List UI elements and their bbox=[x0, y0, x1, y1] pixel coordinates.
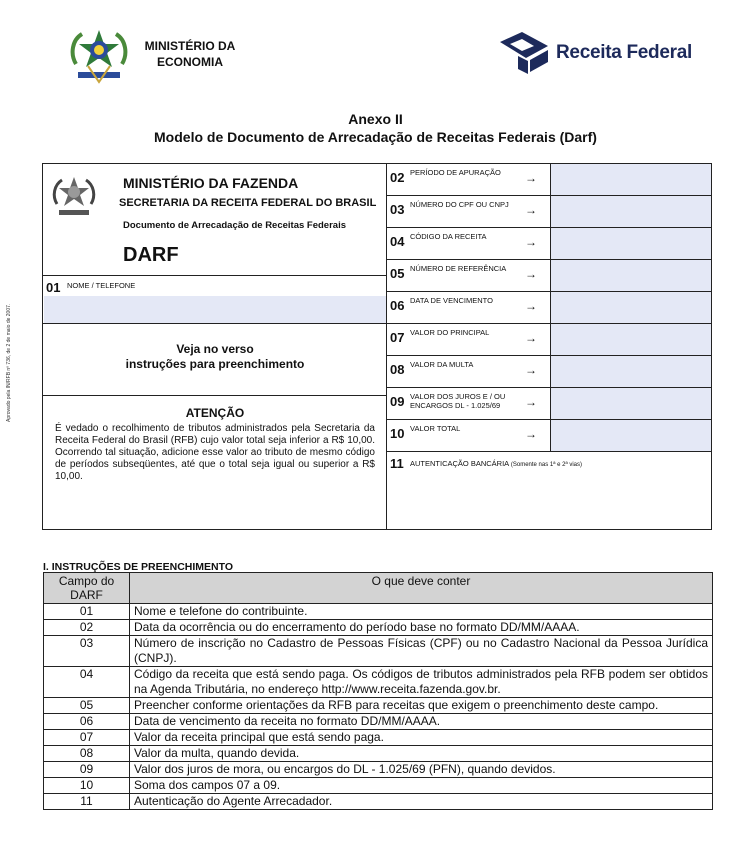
field-07-input[interactable] bbox=[550, 324, 711, 355]
field-label: DATA DE VENCIMENTO bbox=[410, 296, 493, 305]
field-label: CÓDIGO DA RECEITA bbox=[410, 232, 487, 241]
field-03-input[interactable] bbox=[550, 196, 711, 227]
arrow-right-icon: → bbox=[525, 299, 537, 313]
verso-instructions: Veja no verso instruções para preenchimento bbox=[43, 323, 387, 395]
field-05-input[interactable] bbox=[550, 260, 711, 291]
page-header bbox=[0, 0, 751, 100]
field-02-input[interactable] bbox=[550, 164, 711, 195]
campo-cell: 10 bbox=[44, 778, 130, 794]
arrow-right-icon: → bbox=[525, 235, 537, 249]
field-04-input[interactable] bbox=[550, 228, 711, 259]
campo-cell: 07 bbox=[44, 730, 130, 746]
conteudo-cell: Data de vencimento da receita no formato DD/MM/AAAA. bbox=[130, 714, 713, 730]
field-number: 04 bbox=[390, 234, 405, 249]
field-number: 03 bbox=[390, 202, 405, 217]
table-header-row bbox=[44, 573, 713, 604]
darf-form bbox=[6, 163, 712, 530]
conteudo-cell: Código da receita que está sendo paga. Os códigos de tributos administrados pela RFB podem ser obtidos na Agenda Tributária, no endereço http://www.receita.fazenda.gov.br. bbox=[130, 667, 713, 698]
field-label: VALOR DO PRINCIPAL bbox=[410, 328, 490, 337]
arrow-right-icon: → bbox=[525, 395, 537, 409]
conteudo-cell: Autenticação do Agente Arrecadador. bbox=[130, 794, 713, 810]
field-label: VALOR DOS JUROS E / OU ENCARGOS DL - 1.025/69 bbox=[410, 392, 506, 410]
nome-telefone-input[interactable] bbox=[44, 296, 386, 323]
form-right-column bbox=[387, 164, 711, 529]
table-row bbox=[44, 667, 713, 698]
campo-cell: 05 bbox=[44, 698, 130, 714]
table-row bbox=[44, 620, 713, 636]
atencao-block bbox=[43, 395, 387, 529]
table-row bbox=[44, 714, 713, 730]
field-08-input[interactable] bbox=[550, 356, 711, 387]
conteudo-cell: Número de inscrição no Cadastro de Pessoas Físicas (CPF) ou no Cadastro Nacional da Pessoa Jurídica (CNPJ). bbox=[130, 636, 713, 667]
table-row bbox=[44, 636, 713, 667]
arrow-right-icon: → bbox=[525, 363, 537, 377]
field-03-row bbox=[387, 196, 711, 228]
ministry-name: MINISTÉRIO DA ECONOMIA bbox=[144, 39, 236, 69]
field-label: PERÍODO DE APURAÇÃO bbox=[410, 168, 501, 177]
coat-of-arms-icon bbox=[51, 174, 97, 220]
field-number: 08 bbox=[390, 362, 405, 377]
conteudo-cell: Valor da multa, quando devida. bbox=[130, 746, 713, 762]
campo-cell: 01 bbox=[44, 604, 130, 620]
table-row bbox=[44, 778, 713, 794]
conteudo-cell: Valor da receita principal que está sendo paga. bbox=[130, 730, 713, 746]
darf-heading: DARF bbox=[123, 244, 179, 266]
field-06-row bbox=[387, 292, 711, 324]
ministerio-heading: MINISTÉRIO DA FAZENDA bbox=[123, 175, 299, 191]
conteudo-cell: Preencher conforme orientações da RFB para receitas que exigem o preenchimento deste campo. bbox=[130, 698, 713, 714]
field-05-row bbox=[387, 260, 711, 292]
instructions-table bbox=[43, 572, 713, 810]
field-07-row bbox=[387, 324, 711, 356]
approval-note: Aprovado pela IN/RFB nº 736, de 2 de maio de 2007. bbox=[6, 303, 12, 422]
form-header bbox=[43, 164, 387, 275]
column-header-campo: Campo do DARF bbox=[44, 573, 130, 604]
field-09-input[interactable] bbox=[550, 388, 711, 419]
table-row bbox=[44, 730, 713, 746]
campo-cell: 08 bbox=[44, 746, 130, 762]
field-10-input[interactable] bbox=[550, 420, 711, 451]
field-04-row bbox=[387, 228, 711, 260]
field-09-row bbox=[387, 388, 711, 420]
field-label: VALOR TOTAL bbox=[410, 424, 461, 433]
field-label: NOME / TELEFONE bbox=[67, 281, 136, 290]
campo-cell: 06 bbox=[44, 714, 130, 730]
campo-cell: 02 bbox=[44, 620, 130, 636]
field-number: 06 bbox=[390, 298, 405, 313]
table-row bbox=[44, 762, 713, 778]
receita-federal-logo-icon bbox=[498, 30, 550, 74]
atencao-title: ATENÇÃO bbox=[185, 406, 245, 420]
campo-cell: 04 bbox=[44, 667, 130, 698]
field-06-input[interactable] bbox=[550, 292, 711, 323]
arrow-right-icon: → bbox=[525, 203, 537, 217]
campo-cell: 09 bbox=[44, 762, 130, 778]
arrow-right-icon: → bbox=[525, 427, 537, 441]
field-label: AUTENTICAÇÃO BANCÁRIA (Somente nas 1ª e 2ª vias) bbox=[410, 459, 583, 468]
arrow-right-icon: → bbox=[525, 267, 537, 281]
arrow-right-icon: → bbox=[525, 331, 537, 345]
field-label: VALOR DA MULTA bbox=[410, 360, 474, 369]
field-10-row bbox=[387, 420, 711, 452]
secretaria-heading: SECRETARIA DA RECEITA FEDERAL DO BRASIL bbox=[119, 197, 377, 209]
conteudo-cell: Nome e telefone do contribuinte. bbox=[130, 604, 713, 620]
campo-cell: 03 bbox=[44, 636, 130, 667]
table-row bbox=[44, 746, 713, 762]
field-label: NÚMERO DE REFERÊNCIA bbox=[410, 264, 507, 273]
field-number: 01 bbox=[46, 280, 61, 295]
section-title: I. INSTRUÇÕES DE PREENCHIMENTO bbox=[43, 561, 233, 573]
field-08-row bbox=[387, 356, 711, 388]
brand-name: Receita Federal bbox=[556, 42, 692, 63]
table-row bbox=[44, 698, 713, 714]
table-row bbox=[44, 794, 713, 810]
field-01-nome-telefone bbox=[43, 275, 387, 323]
documento-heading: Documento de Arrecadação de Receitas Federais bbox=[123, 220, 346, 231]
column-header-conteudo: O que deve conter bbox=[130, 573, 713, 604]
conteudo-cell: Soma dos campos 07 a 09. bbox=[130, 778, 713, 794]
field-number: 02 bbox=[390, 170, 405, 185]
campo-cell: 11 bbox=[44, 794, 130, 810]
field-02-row bbox=[387, 164, 711, 196]
field-number: 10 bbox=[390, 426, 405, 441]
table-row bbox=[44, 604, 713, 620]
arrow-right-icon: → bbox=[525, 171, 537, 185]
coat-of-arms-icon bbox=[68, 26, 130, 84]
field-label: NÚMERO DO CPF OU CNPJ bbox=[410, 200, 509, 209]
field-number: 05 bbox=[390, 266, 405, 281]
field-number: 09 bbox=[390, 394, 405, 409]
field-number: 07 bbox=[390, 330, 405, 345]
atencao-text: É vedado o recolhimento de tributos administrados pela Secretaria da Receita Federal do Brasil (RFB) cujo valor total seja inferior a R$ 10,00. Ocorrendo tal situação, adicione esse valor ao tributo de mesmo código de períodos subseqüentes, até que o total seja igual ou superior a R$ 10,00. bbox=[55, 423, 375, 482]
field-note: (Somente nas 1ª e 2ª vias) bbox=[510, 462, 583, 468]
field-number: 11 bbox=[390, 456, 404, 471]
conteudo-cell: Valor dos juros de mora, ou encargos do DL - 1.025/69 (PFN), quando devidos. bbox=[130, 762, 713, 778]
page-title: Anexo II Modelo de Documento de Arrecadação de Receitas Federais (Darf) bbox=[154, 111, 597, 145]
form-left-column bbox=[43, 164, 387, 529]
conteudo-cell: Data da ocorrência ou do encerramento do período base no formato DD/MM/AAAA. bbox=[130, 620, 713, 636]
field-11-autenticacao bbox=[387, 452, 711, 529]
